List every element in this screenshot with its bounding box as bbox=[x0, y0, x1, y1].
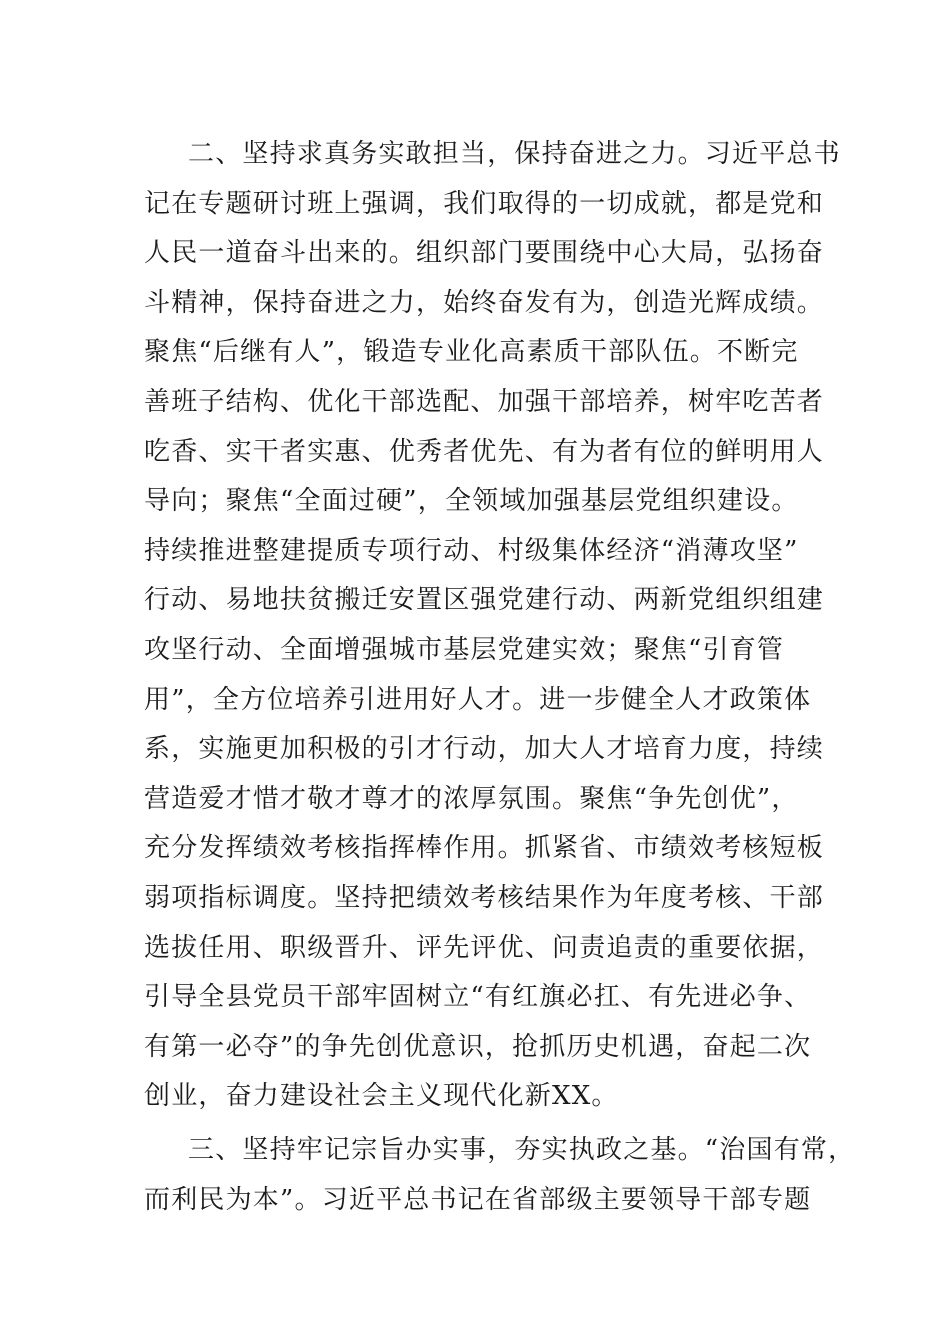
paragraph-line: 选拔任用、职级晋升、评先评优、问责追责的重要依据， bbox=[144, 932, 825, 963]
paragraph-2 bbox=[144, 130, 844, 1122]
paragraph-line: 营造爱才惜才敬才尊才的浓厚氛围。聚焦“争先创优”， bbox=[144, 783, 799, 814]
paragraph-line: 善班子结构、优化干部选配、加强干部培养，树牢吃苦者 bbox=[144, 386, 825, 417]
paragraph-line: 人民一道奋斗出来的。组织部门要围绕中心大局，弘扬奋 bbox=[144, 238, 825, 269]
paragraph-line: 用”，全方位培养引进用好人才。进一步健全人才政策体 bbox=[144, 684, 812, 715]
paragraph-line: 充分发挥绩效考核指挥棒作用。抓紧省、市绩效考核短板 bbox=[144, 833, 825, 864]
paragraph-line: 吃香、实干者实惠、优秀者优先、有为者有位的鲜明用人 bbox=[144, 436, 825, 467]
paragraph-line: 三、坚持牢记宗旨办实事，夯实执政之基。“治国有常， bbox=[188, 1135, 856, 1165]
paragraph-line: 有第一必夺”的争先创优意识，抢抓历史机遇，奋起二次 bbox=[144, 1031, 812, 1062]
paragraph-line: 攻坚行动、全面增强城市基层党建实效；聚焦“引育管 bbox=[144, 634, 785, 665]
paragraph-line: 导向；聚焦“全面过硬”，全领域加强基层党组织建设。 bbox=[144, 486, 799, 517]
paragraph-line: 创业，奋力建设社会主义现代化新XX。 bbox=[144, 1081, 619, 1112]
paragraph-line: 引导全县党员干部牢固树立“有红旗必扛、有先进必争、 bbox=[144, 982, 812, 1013]
paragraph-line: 持续推进整建提质专项行动、村级集体经济“消薄攻坚” bbox=[144, 535, 799, 566]
paragraph-line: 斗精神，保持奋进之力，始终奋发有为，创造光辉成绩。 bbox=[144, 287, 825, 318]
paragraph-line: 聚焦“后继有人”，锻造专业化高素质干部队伍。不断完 bbox=[144, 337, 799, 368]
paragraph-line: 而利民为本”。习近平总书记在省部级主要领导干部专题 bbox=[144, 1184, 812, 1215]
paragraph-line: 行动、易地扶贫搬迁安置区强党建行动、两新党组织组建 bbox=[144, 585, 825, 616]
paragraph-line: 系，实施更加积极的引才行动，加大人才培育力度，持续 bbox=[144, 734, 825, 765]
paragraph-line: 弱项指标调度。坚持把绩效考核结果作为年度考核、干部 bbox=[144, 882, 825, 913]
paragraph-line: 二、坚持求真务实敢担当，保持奋进之力。习近平总书 bbox=[188, 139, 841, 169]
paragraph-3 bbox=[144, 1126, 856, 1225]
paragraph-line: 记在专题研讨班上强调，我们取得的一切成就，都是党和 bbox=[144, 188, 825, 219]
